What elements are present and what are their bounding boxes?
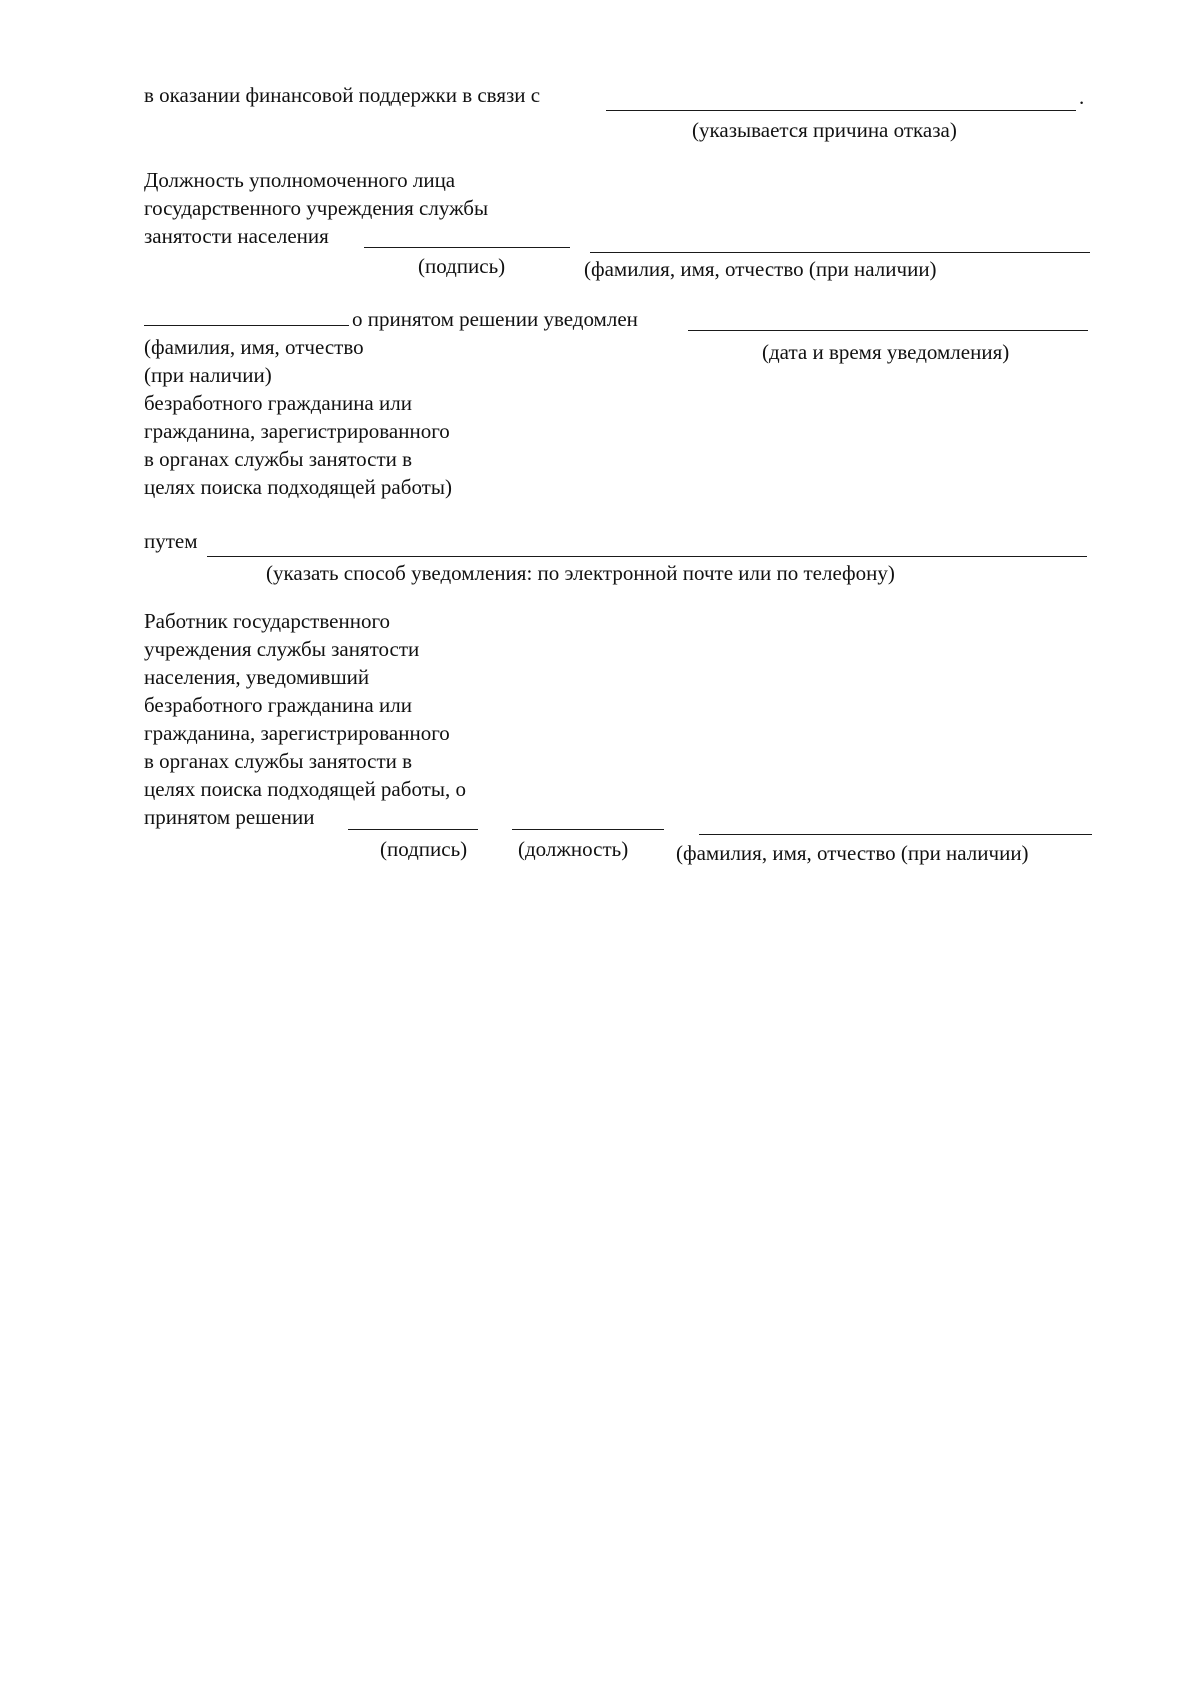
worker-position-field[interactable] — [512, 829, 664, 830]
notified-person-field[interactable] — [144, 325, 349, 326]
notification-method-field[interactable] — [207, 556, 1087, 557]
official-name-caption: (фамилия, имя, отчество (при наличии) — [584, 257, 937, 281]
worker-line-7: целях поиска подходящей работы, о — [144, 777, 466, 801]
worker-line-2: учреждения службы занятости — [144, 637, 420, 661]
notified-caption-line-6: целях поиска подходящей работы) — [144, 475, 452, 499]
official-sign-caption: (подпись) — [418, 254, 506, 278]
official-line-1: Должность уполномоченного лица — [144, 168, 456, 192]
refusal-text: в оказании финансовой поддержки в связи с — [144, 83, 541, 107]
worker-line-3: населения, уведомивший — [144, 665, 370, 689]
method-label: путем — [144, 529, 198, 553]
worker-sign-caption: (подпись) — [380, 837, 468, 861]
official-line-2: государственного учреждения службы — [144, 196, 489, 220]
notification-datetime-field[interactable] — [688, 330, 1088, 331]
refusal-end-mark: . — [1079, 85, 1085, 109]
notified-caption-line-2: (при наличии) — [144, 363, 272, 387]
worker-line-4: безработного гражданина или — [144, 693, 412, 717]
notified-caption-line-4: гражданина, зарегистрированного — [144, 419, 450, 443]
worker-name-caption: (фамилия, имя, отчество (при наличии) — [676, 841, 1029, 865]
worker-line-1: Работник государственного — [144, 609, 391, 633]
notified-caption-line-1: (фамилия, имя, отчество — [144, 335, 364, 359]
notified-caption-line-3: безработного гражданина или — [144, 391, 412, 415]
worker-line-8: принятом решении — [144, 805, 315, 829]
worker-signature-field[interactable] — [348, 829, 478, 830]
worker-line-6: в органах службы занятости в — [144, 749, 413, 773]
notified-text: о принятом решении уведомлен — [352, 307, 638, 331]
official-line-3: занятости населения — [144, 224, 329, 248]
method-caption: (указать способ уведомления: по электронной почте или по телефону) — [266, 561, 895, 585]
refusal-reason-field[interactable] — [606, 110, 1076, 111]
official-signature-field[interactable] — [364, 247, 570, 248]
worker-line-5: гражданина, зарегистрированного — [144, 721, 450, 745]
worker-position-caption: (должность) — [518, 837, 629, 861]
refusal-caption: (указывается причина отказа) — [692, 118, 957, 142]
notification-date-caption: (дата и время уведомления) — [762, 340, 1010, 364]
worker-name-field[interactable] — [699, 834, 1092, 835]
official-name-field[interactable] — [590, 252, 1090, 253]
notified-caption-line-5: в органах службы занятости в — [144, 447, 413, 471]
